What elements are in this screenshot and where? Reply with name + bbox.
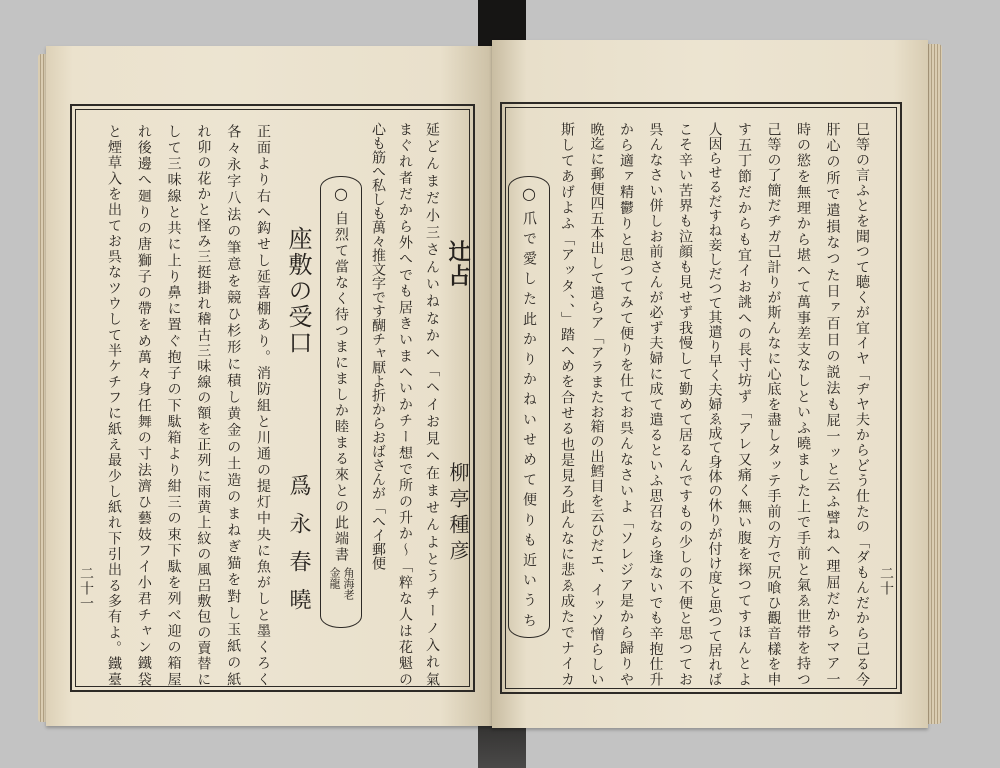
left-page xyxy=(46,46,494,726)
verse-text: 爪で愛した此かりかねいせめて便りも近いうち xyxy=(521,211,537,627)
story-text xyxy=(551,122,876,686)
page-number: 二十一 xyxy=(78,566,94,611)
verse-box xyxy=(508,176,550,638)
text-column: 斯してあげよふ「アッタ、、」踏へめを合せる也是見ろ此んなに悲ゑ成たでナイカ xyxy=(559,122,575,686)
story-author: 柳亭種彦 xyxy=(446,462,470,566)
text-column: れ卯の花かと怪み三挺掛れ稽古三味線の額を正列に雨黄上紋の風呂敷包の賣替に xyxy=(195,124,212,686)
text-column: 己等の了簡だヂガ己計りが斯んなに心底を盡しタッテ手前の方で尻喰ひ觀音樣を申 xyxy=(765,122,782,686)
text-column: 心も筋へ私しも萬々推文字です醐チャ厭よ折からおばさんが「へイ郵便 xyxy=(370,122,386,570)
text-column: から適ァ精鬱りと思つてみて便りを仕てお呉んなさいよ「ソレジア是から歸りや xyxy=(618,122,634,686)
text-column: 肝心の所で遣損なつた日ァ百日の説法も屁一ッと云ふ譬ねへ理屈だからマア一 xyxy=(824,122,841,686)
story-title: 辻占 xyxy=(445,240,471,288)
text-column: 時の慾を無理から堪へて萬事差支なしといふ曉ました上で手前と氣ゑ世帯を持つ xyxy=(795,122,811,686)
story-heading xyxy=(285,120,311,690)
story-heading xyxy=(447,120,469,690)
text-column: 延どんまだ小三さんいねなかへ「ヘイお見へ在ませんよとうチーノ入れ氣 xyxy=(424,122,440,686)
circle-mark-icon: ○ xyxy=(334,184,348,203)
verse-box xyxy=(320,176,362,628)
right-page xyxy=(492,40,928,728)
verse-attribution-line: 金龍 xyxy=(328,567,341,589)
text-column: 正面より右へ鈎せし延喜棚あり。消防組と川通の提灯中央に魚がしと墨くろく xyxy=(255,124,271,686)
verse-attribution-line: 角海老 xyxy=(342,567,355,600)
text-column: れ後邊へ廻りの唐獅子の帶をめ萬々身任舞の寸法濟ひ藝妓フイ小君チャン鐵袋 xyxy=(135,124,152,686)
text-column: 各々永字八法の筆意を競ひ杉形に積し黄金の土造のまねぎ猫を對し玉紙の紙 xyxy=(225,124,242,686)
story-text xyxy=(98,124,277,686)
text-column: こそ辛い苦界も泣顔も見せず我慢して勤めて居るんですもの少しの不便と思つてお xyxy=(677,122,693,686)
text-column: 呉んなさい併しお前さんが必ず夫婦に成て遣るといふ思召なら逢ないでも辛抱仕升 xyxy=(647,122,664,686)
text-column: 晩迄に郵便四五本出して遣らア「アラまたお箱の出鱈目を云ひだエ、イッソ憎らしい xyxy=(588,122,605,686)
story-title: 座敷の受口 xyxy=(284,226,312,356)
page-number: 二十 xyxy=(878,566,894,596)
text-column: す五丁節だからも宜イお誂への長寸坊ず「アレ又痛く無い腹を探つてすほんとよ xyxy=(736,122,752,686)
right-page-edges xyxy=(926,44,942,724)
text-column: まぐれ者だから外へでも居きいまへいかチー想で所の升か〜「粹な人は花魁の xyxy=(397,122,413,686)
story-author: 爲永春曉 xyxy=(286,474,311,626)
story-text xyxy=(364,122,445,686)
text-column: 巳等の言ふとを聞つて聴くが宜イヤ「ヂヤ夫からどう仕たの「ダもんだから己る今 xyxy=(854,122,870,686)
circle-mark-icon: ○ xyxy=(522,184,536,203)
verse-attribution xyxy=(327,567,355,619)
verse-text: 自烈て當なく待つまにましか睦まる來との此端書 xyxy=(333,211,349,561)
text-column: して三味線と共に上り鼻に置ぐ抱子の下駄箱より紺三の束下駄を列べ迎の箱屋 xyxy=(165,124,182,686)
text-column: 人因らせるだすね妾しだつて其遣り早く夫婦ゑ成て身体の休りが付け度と思つて居れば xyxy=(706,122,723,686)
text-column: と煙草入を出てお呉なツウして半ケチフに紙え最少し紙れ下引出る多有よ。鐵臺 xyxy=(106,124,123,686)
